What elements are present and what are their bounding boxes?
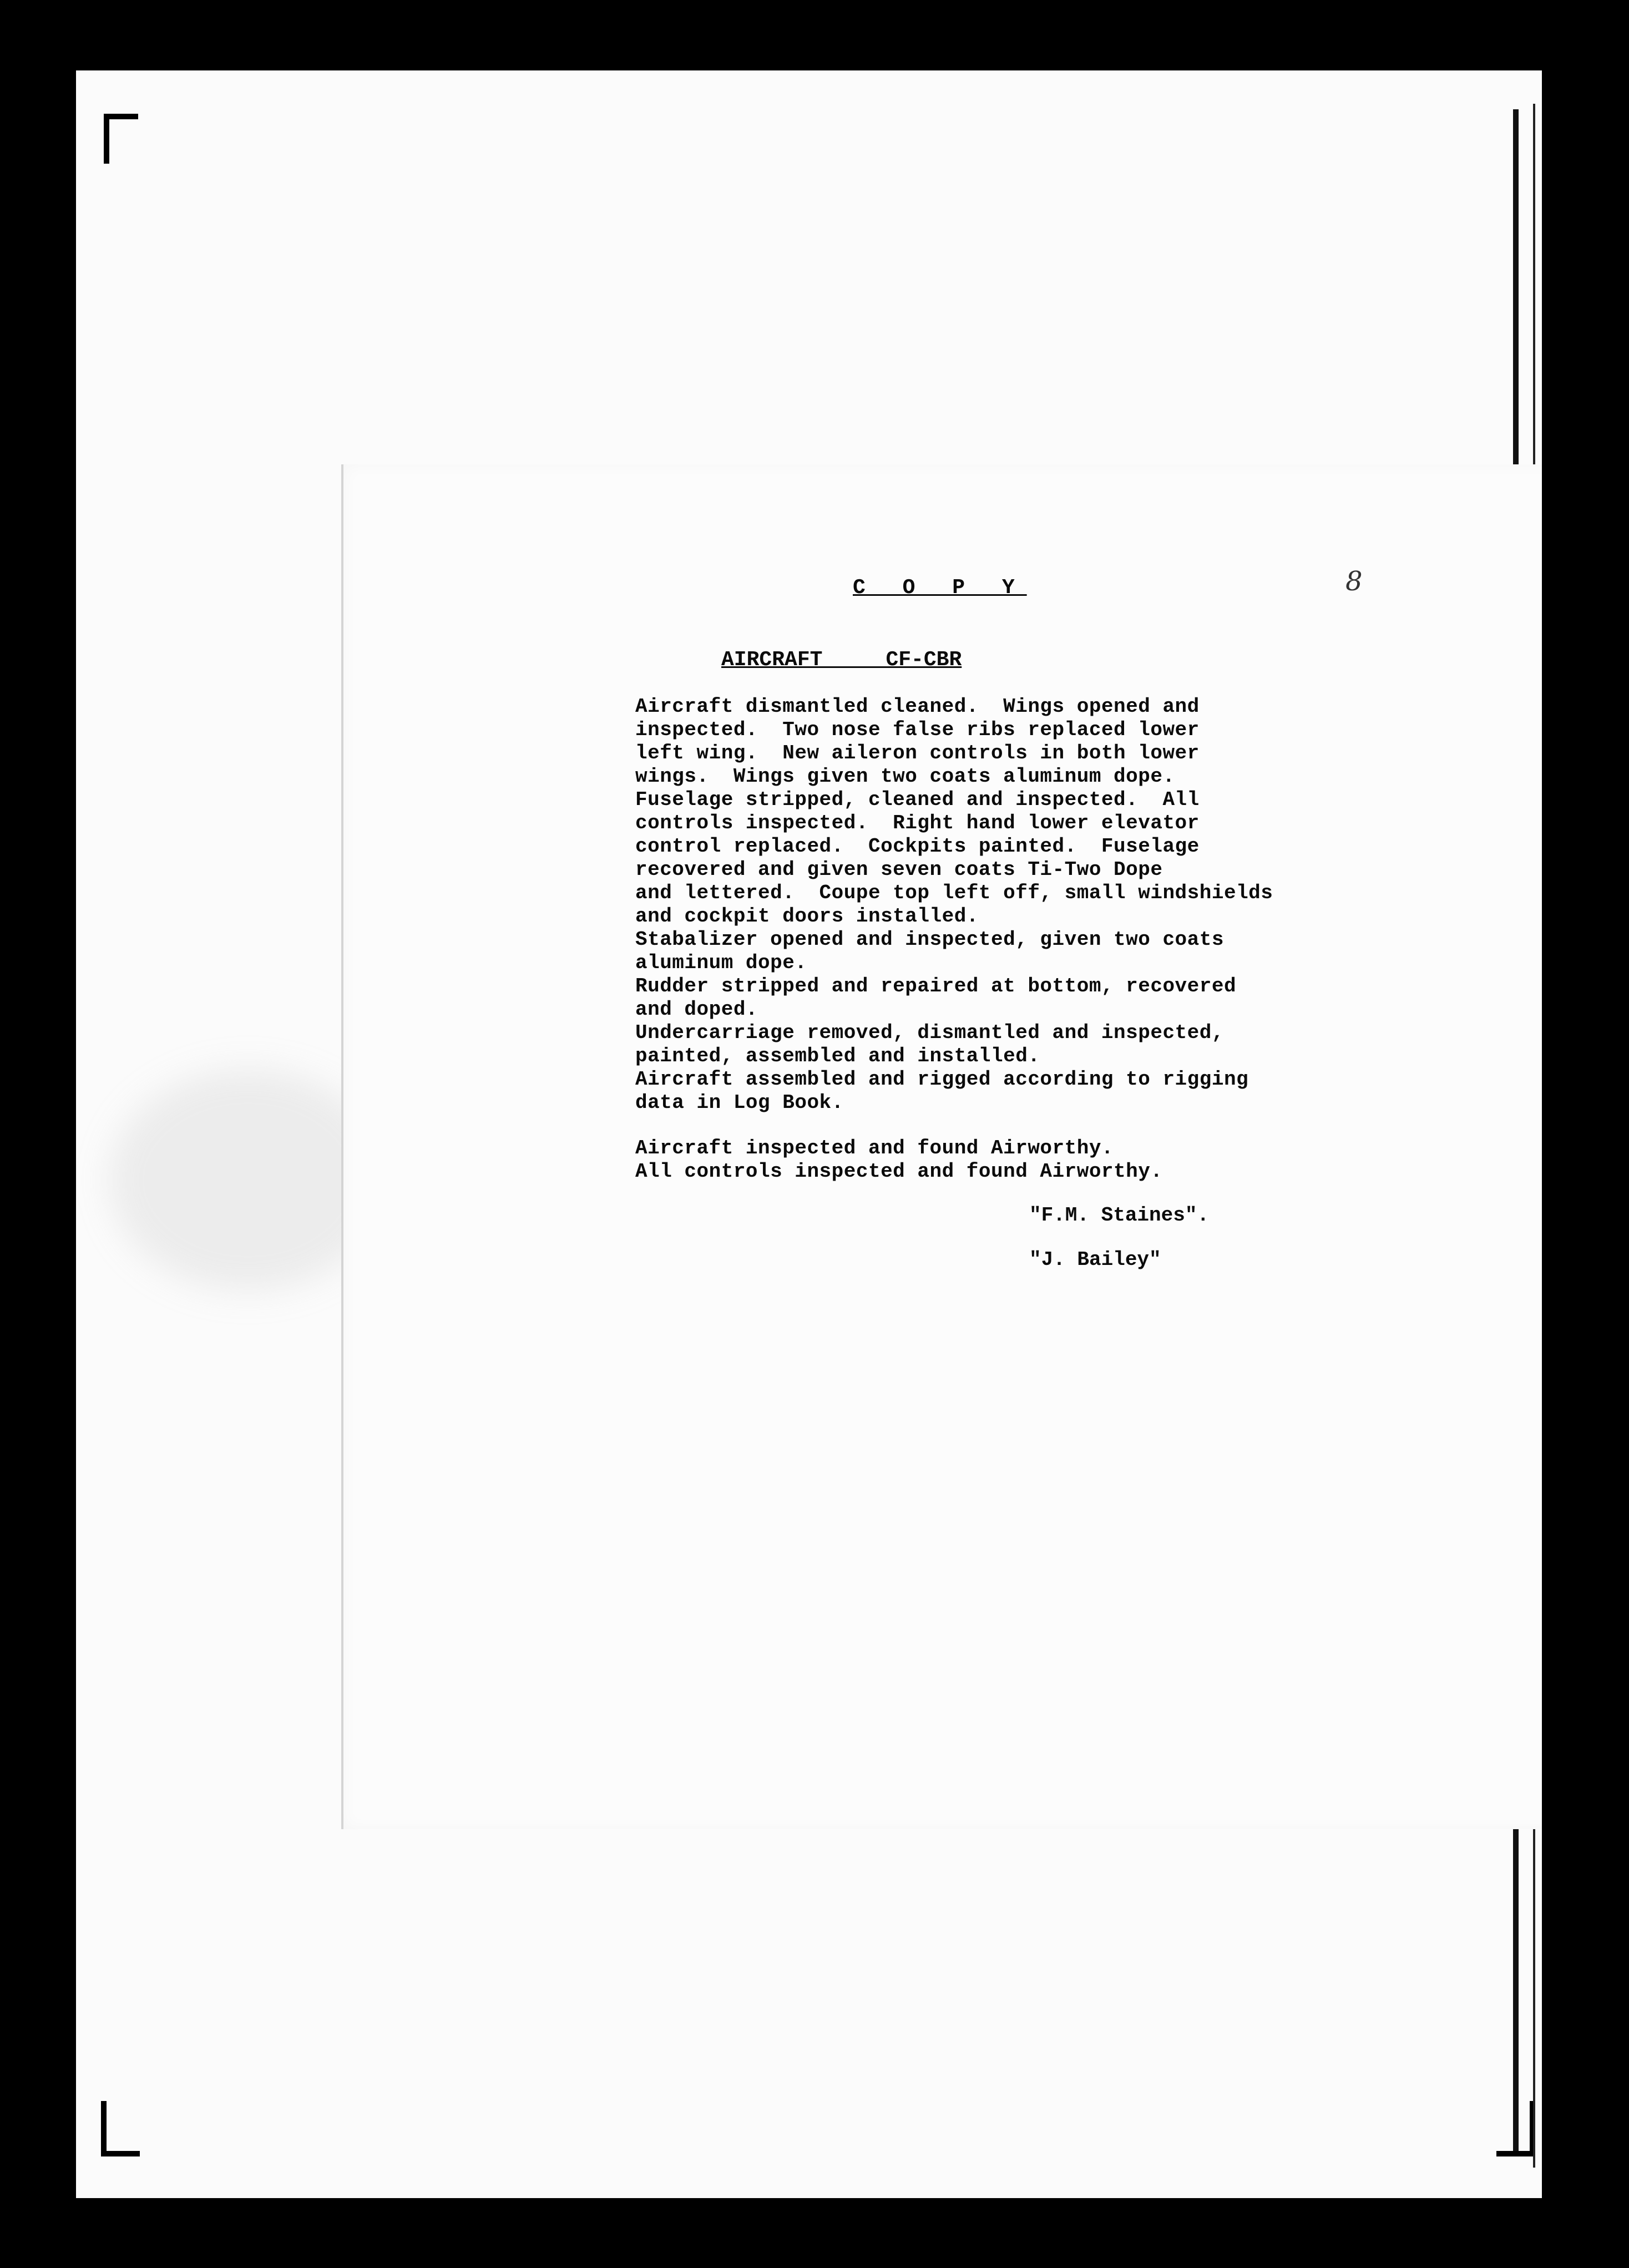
report-line: painted, assembled and installed.	[635, 1045, 1040, 1067]
report-line: and cockpit doors installed.	[635, 905, 979, 928]
report-line: left wing. New aileron controls in both lower	[635, 742, 1200, 765]
report-line: control replaced. Cockpits painted. Fuselage	[635, 835, 1200, 858]
report-line: Aircraft dismantled cleaned. Wings opened and	[635, 695, 1200, 718]
report-line: Stabalizer opened and inspected, given two coats	[635, 928, 1224, 951]
closing-line: All controls inspected and found Airworthy.	[635, 1160, 1163, 1183]
signature-bailey: "J. Bailey"	[1029, 1248, 1161, 1271]
report-line: Rudder stripped and repaired at bottom, recovered	[635, 975, 1237, 998]
signature-staines: "F.M. Staines".	[1029, 1204, 1210, 1227]
closing-line: Aircraft inspected and found Airworthy.	[635, 1137, 1114, 1160]
report-line: and lettered. Coupe top left off, small windshields	[635, 882, 1273, 904]
report-line: data in Log Book.	[635, 1091, 844, 1114]
aircraft-registration: AIRCRAFT CF-CBR	[721, 648, 962, 672]
document-title: C O P Y	[853, 576, 1027, 600]
report-line: Fuselage stripped, cleaned and inspected. All	[635, 788, 1200, 811]
report-line: Aircraft assembled and rigged according to rigging	[635, 1068, 1249, 1091]
report-line: Undercarriage removed, dismantled and inspected,	[635, 1021, 1224, 1044]
report-line: wings. Wings given two coats aluminum dope.	[635, 765, 1175, 788]
paragraph-gap	[635, 1115, 1523, 1137]
handwritten-page-mark: 8	[1345, 566, 1363, 597]
report-line: and doped.	[635, 998, 758, 1021]
report-line: recovered and given seven coats Ti-Two Dope	[635, 858, 1163, 881]
report-line: aluminum dope.	[635, 951, 807, 974]
report-line: controls inspected. Right hand lower elevator	[635, 812, 1200, 834]
report-line: inspected. Two nose false ribs replaced lower	[635, 718, 1200, 741]
inspection-report-body	[635, 695, 1523, 1183]
